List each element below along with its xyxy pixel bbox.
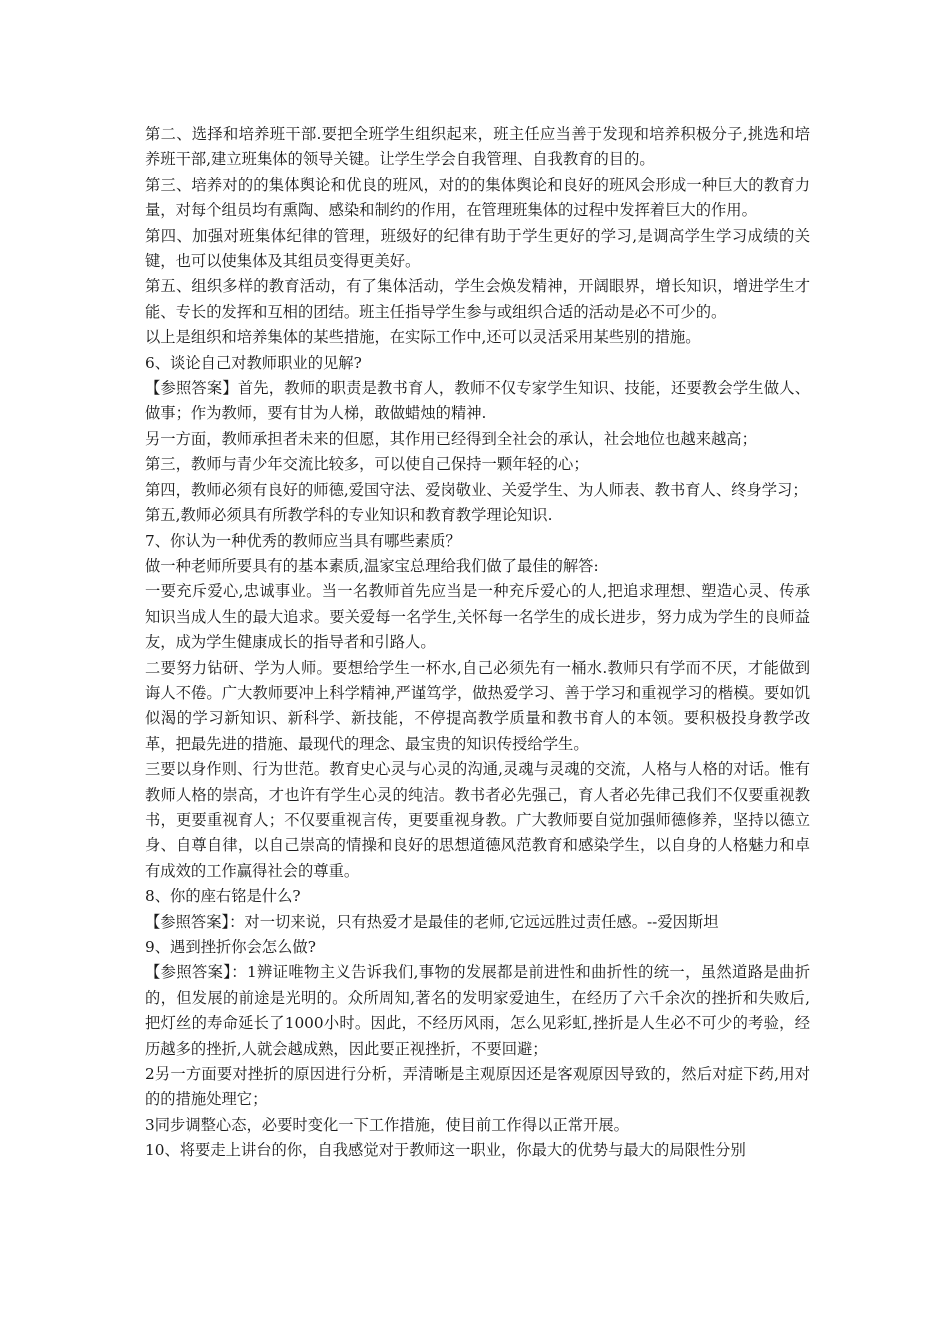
paragraph: 第二、选择和培养班干部.要把全班学生组织起来，班主任应当善于发现和培养积极分子,挑选和培养班干部,建立班集体的领导关键。让学生学会自我管理、自我教育的目的。 [145, 125, 810, 169]
question-heading: 7、你认为一种优秀的教师应当具有哪些素质？ [145, 531, 461, 550]
paragraph: 第三、培养对的的集体舆论和优良的班风，对的的集体舆论和良好的班风会形成一种巨大的教育力量，对每个组员均有熏陶、感染和制约的作用，在管理班集体的过程中发挥着巨大的作用。 [145, 175, 810, 220]
document-page [145, 122, 810, 1164]
paragraph: 另一方面，教师承担者未来的但愿，其作用已经得到全社会的承认，社会地位也越来越高； [145, 429, 757, 448]
paragraph: 【参照答案】：1辨证唯物主义告诉我们,事物的发展都是前进性和曲折性的统一，虽然道路是曲折的，但发展的前途是光明的。众所周知,著名的发明家爱迪生，在经历了六千余次的挫折和失败后,把灯丝的寿命延长了1000小时。因此，不经历风雨，怎么见彩虹,挫折是人生必不可少的考验，经历越多的挫折,人就会越成熟，因此要正视挫折，不要回避； [145, 963, 810, 1058]
paragraph: 【参照答案】：对一切来说，只有热爱才是最佳的老师,它远远胜过责任感。--爱因斯坦 [145, 912, 719, 931]
paragraph: 以上是组织和培养集体的某些措施，在实际工作中,还可以灵活采用某些别的措施。 [145, 328, 701, 347]
paragraph: 【参照答案】首先，教师的职责是教书育人，教师不仅专家学生知识、技能，还要教会学生做人、做事；作为教师，要有甘为人梯，敢做蜡烛的精神. [145, 379, 810, 423]
paragraph: 三要以身作则、行为世范。教育史心灵与心灵的沟通,灵魂与灵魂的交流，人格与人格的对话。惟有教师人格的崇高，才也许有学生心灵的纯洁。教书者必先强己，育人者必先律己我们不仅要重视教书，更要重视育人；不仅要重视言传，更要重视身教。广大教师要自觉加强师德修养，坚持以德立身、自尊自律，以自己崇高的情操和良好的思想道德风范教育和感染学生，以自身的人格魅力和卓有成效的工作赢得社会的尊重。 [145, 760, 810, 880]
question-heading: 10、将要走上讲台的你，自我感觉对于教师这一职业，你最大的优势与最大的局限性分别 [145, 1141, 746, 1160]
question-heading: 6、谈论自己对教师职业的见解? [145, 353, 362, 372]
paragraph: 第三，教师与青少年交流比较多，可以使自己保持一颗年轻的心； [145, 455, 589, 474]
paragraph: 一要充斥爱心,忠诚事业。当一名教师首先应当是一种充斥爱心的人,把追求理想、塑造心灵、传承知识当成人生的最大追求。要关爱每一名学生,关怀每一名学生的成长进步，努力成为学生的良师益友，成为学生健康成长的指导者和引路人。 [145, 582, 810, 652]
paragraph: 2另一方面要对挫折的原因进行分析，弄清晰是主观原因还是客观原因导致的，然后对症下药,用对的的措施处理它； [145, 1065, 810, 1109]
paragraph: 做一种老师所要具有的基本素质,温家宝总理给我们做了最佳的解答: [145, 556, 599, 575]
paragraph: 第四，教师必须有良好的师德,爱国守法、爱岗敬业、关爱学生、为人师表、教书育人、终身学习； [145, 480, 808, 499]
paragraph: 3同步调整心态，必要时变化一下工作措施，使目前工作得以正常开展。 [145, 1115, 629, 1134]
paragraph: 第四、加强对班集体纪律的管理，班级好的纪律有助于学生更好的学习,是调高学生学习成绩的关键，也可以使集体及其组员变得更美好。 [145, 226, 810, 271]
paragraph: 第五、组织多样的教育活动，有了集体活动，学生会焕发精神，开阔眼界，增长知识，增进学生才能、专长的发挥和互相的团结。班主任指导学生参与或组织合适的活动是必不可少的。 [145, 277, 810, 321]
paragraph: 第五,教师必须具有所教学科的专业知识和教育教学理论知识. [145, 506, 553, 525]
question-heading: 8、你的座右铭是什么? [145, 887, 301, 906]
question-heading: 9、遇到挫折你会怎么做? [145, 938, 316, 956]
paragraph: 二要努力钻研、学为人师。要想给学生一杯水,自己必须先有一桶水.教师只有学而不厌，才能做到诲人不倦。广大教师要冲上科学精神,严谨笃学，做热爱学习、善于学习和重视学习的楷模。要如饥似渴的学习新知识、新科学、新技能，不停提高教学质量和教书育人的本领。要积极投身教学改革，把最先进的措施、最现代的理念、最宝贵的知识传授给学生。 [145, 658, 810, 753]
